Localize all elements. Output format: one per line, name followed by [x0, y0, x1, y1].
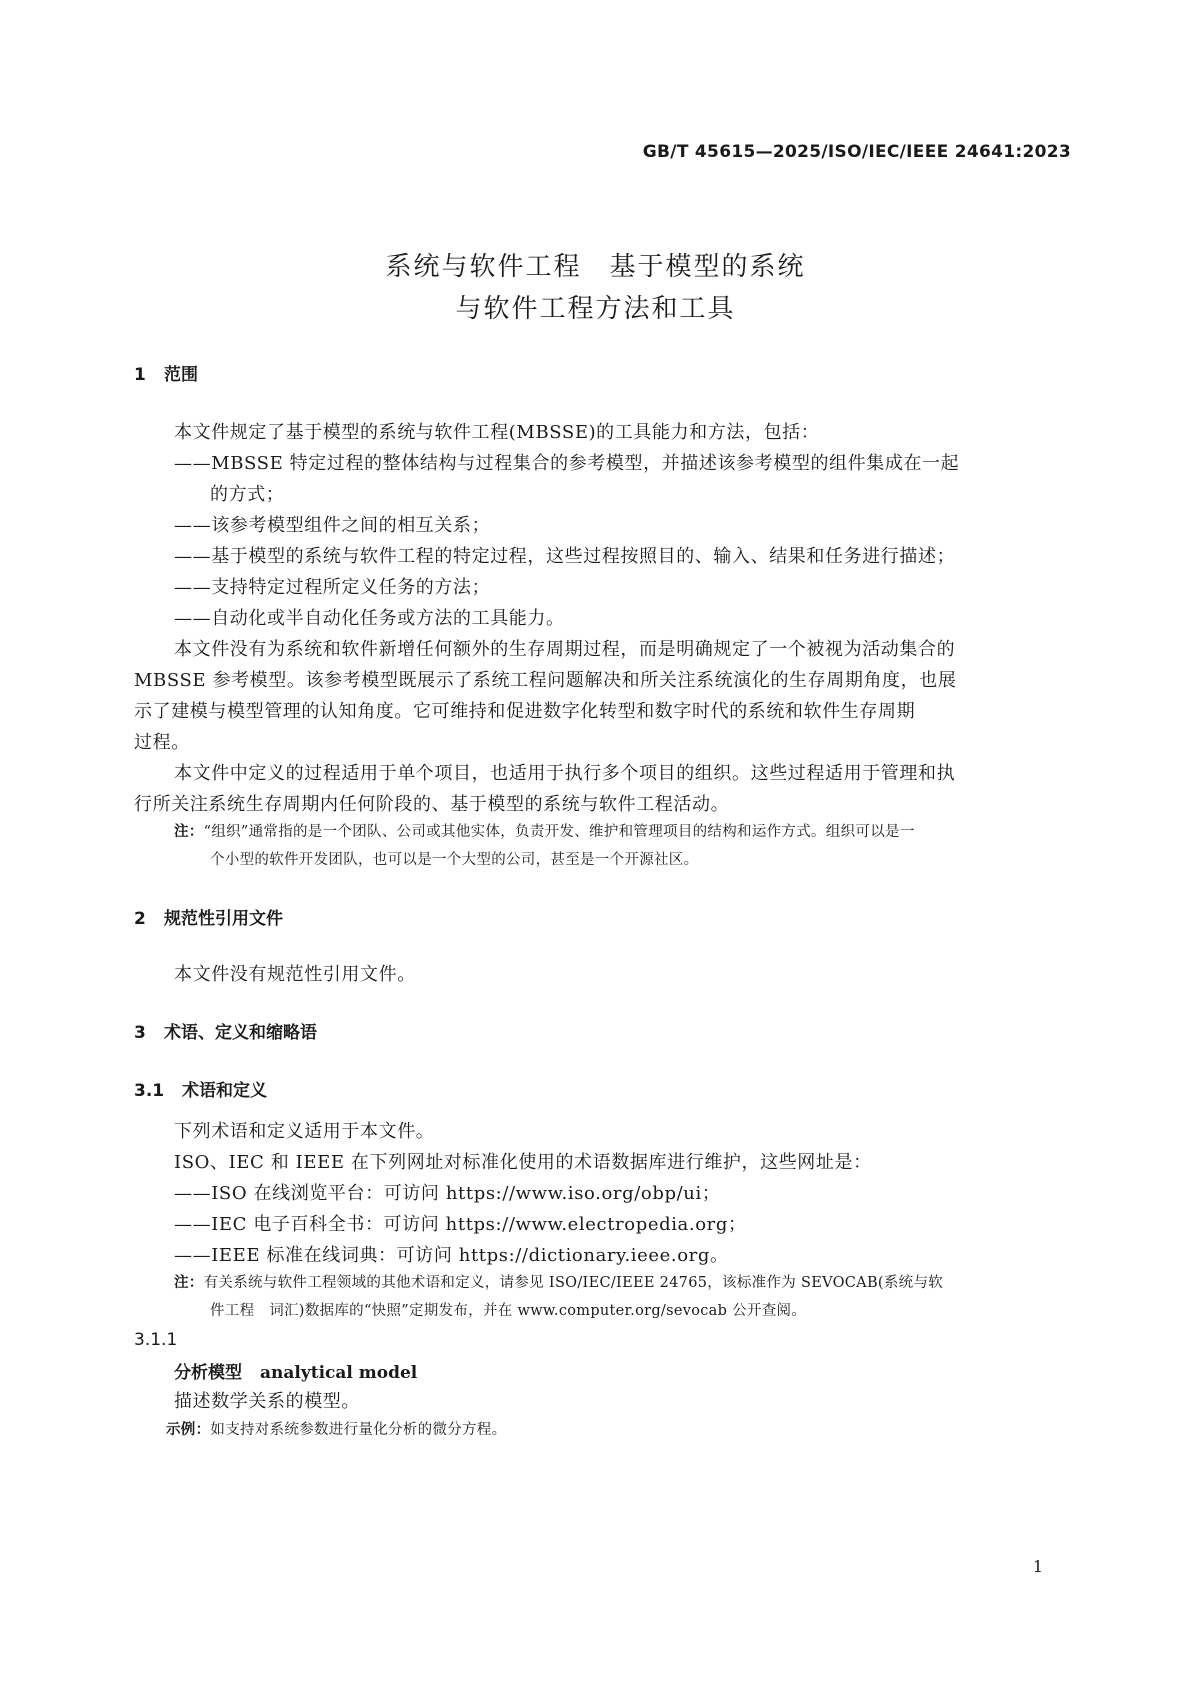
scope-item-continuation: 的方式； [210, 484, 285, 505]
scope-paragraph-line: MBSSE 参考模型。该参考模型既展示了系统工程问题解决和所关注系统演化的生存周期角度，也展 [134, 670, 957, 691]
terms-link-item: ——ISO 在线浏览平台：可访问 https://www.iso.org/obp/ui； [174, 1183, 721, 1204]
scope-note-continuation: 个小型的软件开发团队，也可以是一个大型的公司，甚至是一个开源社区。 [210, 852, 699, 868]
document-title-line-2: 与软件工程方法和工具 [455, 294, 736, 324]
section-2-heading [134, 904, 283, 929]
scope-item: ——支持特定过程所定义任务的方法； [174, 577, 491, 598]
example-text: 如支持对系统参数进行量化分析的微分方程。 [210, 1422, 507, 1438]
section-number: 3 [134, 1023, 146, 1043]
note-label: 注： [174, 824, 204, 840]
scope-paragraph-line: 示了建模与模型管理的认知角度。它可维持和促进数字化转型和数字时代的系统和软件生存周期 [134, 701, 916, 722]
terms-link-item: ——IEC 电子百科全书：可访问 https://www.electropedia.org； [174, 1214, 747, 1235]
scope-item: ——MBSSE 特定过程的整体结构与过程集合的参考模型，并描述该参考模型的组件集成在一起 [174, 453, 960, 474]
standard-number: GB/T 45615—2025/ISO/IEC/IEEE 24641:2023 [642, 142, 1071, 162]
terms-database-line: ISO、IEC 和 IEEE 在下列网址对标准化使用的术语数据库进行维护，这些网址是： [174, 1152, 872, 1173]
example-label: 示例： [166, 1422, 211, 1438]
page-number: 1 [1032, 1557, 1043, 1576]
section-number: 3.1 [134, 1081, 165, 1101]
term-example [166, 1418, 506, 1439]
term-definition: 描述数学关系的模型。 [174, 1391, 360, 1412]
section-title: 术语和定义 [182, 1081, 267, 1101]
scope-item: ——基于模型的系统与软件工程的特定过程，这些过程按照目的、输入、结果和任务进行描述； [174, 546, 956, 567]
term-english: analytical model [260, 1363, 418, 1383]
note-text: 有关系统与软件工程领域的其他术语和定义，请参见 ISO/IEC/IEEE 24765，该标准作为 SEVOCAB(系统与软 [203, 1275, 944, 1291]
note-text: “组织”通常指的是一个团队、公司或其他实体，负责开发、维护和管理项目的结构和运作方式。组织可以是一 [203, 824, 915, 840]
scope-intro: 本文件规定了基于模型的系统与软件工程(MBSSE)的工具能力和方法，包括： [174, 422, 820, 443]
term-chinese: 分析模型 [174, 1363, 242, 1383]
scope-item: ——该参考模型组件之间的相互关系； [174, 515, 491, 536]
terms-note [174, 1271, 943, 1292]
scope-note [174, 820, 915, 841]
section-1-heading [134, 360, 198, 385]
scope-paragraph-line: 本文件中定义的过程适用于单个项目，也适用于执行多个项目的组织。这些过程适用于管理和执 [174, 763, 956, 784]
terms-link-item: ——IEEE 标准在线词典：可访问 https://dictionary.ieee.org。 [174, 1245, 729, 1266]
scope-paragraph-line: 行所关注系统生存周期内任何阶段的、基于模型的系统与软件工程活动。 [134, 794, 730, 815]
section-number: 1 [134, 365, 146, 385]
note-label: 注： [174, 1275, 204, 1291]
document-title-line-1: 系统与软件工程 基于模型的系统 [385, 252, 806, 282]
section-3-heading [134, 1018, 317, 1043]
section-3-1-heading [134, 1076, 267, 1101]
scope-item: ——自动化或半自动化任务或方法的工具能力。 [174, 608, 565, 629]
section-title: 范围 [164, 365, 198, 385]
section-title: 术语、定义和缩略语 [164, 1023, 317, 1043]
term-entry [174, 1358, 417, 1383]
section-number: 2 [134, 909, 146, 929]
normative-references-text: 本文件没有规范性引用文件。 [174, 964, 416, 985]
terms-intro: 下列术语和定义适用于本文件。 [174, 1121, 435, 1142]
terms-note-continuation: 件工程 词汇)数据库的“快照”定期发布，并在 www.computer.org/sevocab 公开查阅。 [210, 1303, 807, 1319]
term-number: 3.1.1 [134, 1330, 178, 1350]
section-title: 规范性引用文件 [164, 909, 283, 929]
scope-paragraph-line: 过程。 [134, 732, 190, 753]
scope-paragraph-line: 本文件没有为系统和软件新增任何额外的生存周期过程，而是明确规定了一个被视为活动集合的 [174, 639, 956, 660]
